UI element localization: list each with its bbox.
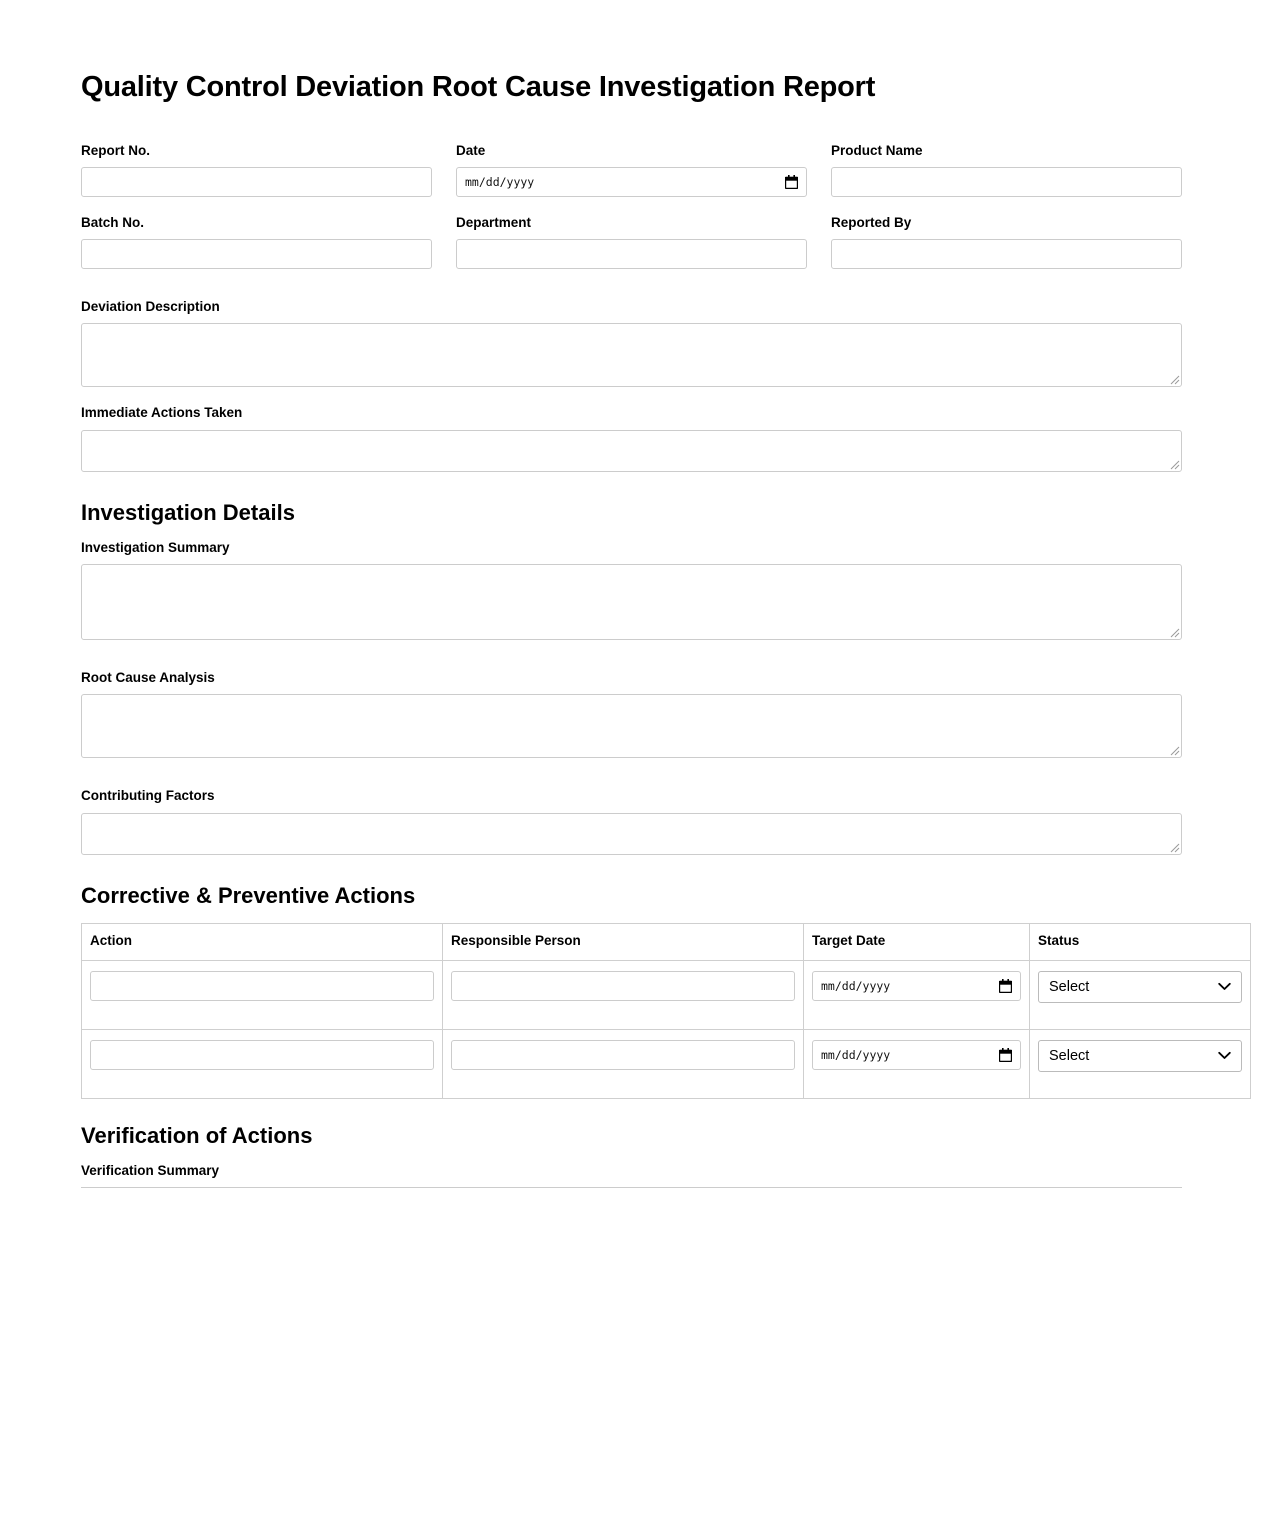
status-select-row-1[interactable]	[1038, 971, 1242, 1003]
column-header-status: Status	[1030, 923, 1251, 960]
date-input[interactable]	[456, 167, 807, 197]
immediate-actions-textarea[interactable]	[81, 430, 1182, 472]
immediate-actions-wrapper	[81, 430, 1182, 472]
date-placeholder-text: mm/dd/yyyy	[821, 1047, 891, 1062]
table-row	[82, 960, 1251, 1029]
action-input-row-1[interactable]	[90, 971, 434, 1001]
cell-responsible-person	[443, 1029, 804, 1098]
deviation-description-wrapper	[81, 323, 1182, 387]
section-title-capa: Corrective & Preventive Actions	[81, 882, 416, 908]
field-group-contributing-factors	[81, 788, 1182, 854]
field-group-reported-by	[831, 215, 1182, 269]
field-group-root-cause-analysis	[81, 670, 1182, 758]
root-cause-analysis-textarea[interactable]	[81, 694, 1182, 758]
label-department: Department	[456, 214, 532, 230]
capa-table-body	[82, 960, 1251, 1098]
cell-target-date	[804, 1029, 1030, 1098]
investigation-section	[81, 500, 1182, 855]
cell-status	[1030, 960, 1251, 1029]
page-title: Quality Control Deviation Root Cause Investigation Report	[81, 71, 876, 103]
product-name-input[interactable]	[831, 167, 1182, 197]
date-placeholder-text: mm/dd/yyyy	[821, 978, 891, 993]
capa-table-head	[82, 923, 1251, 960]
verification-section	[81, 1123, 1182, 1189]
batch-no-input[interactable]	[81, 239, 432, 269]
report-no-input[interactable]	[81, 167, 432, 197]
status-selected-value: Select	[1049, 1047, 1090, 1064]
label-verification-summary: Verification Summary	[81, 1163, 220, 1179]
label-immediate-actions: Immediate Actions Taken	[81, 405, 243, 421]
cell-action	[82, 960, 443, 1029]
field-group-batch-no	[81, 215, 432, 269]
investigation-summary-wrapper	[81, 564, 1182, 640]
cell-target-date	[804, 960, 1030, 1029]
column-header-action: Action	[82, 923, 443, 960]
cell-responsible-person	[443, 960, 804, 1029]
responsible-person-input-row-2[interactable]	[451, 1040, 795, 1070]
table-row	[82, 1029, 1251, 1098]
deviation-description-textarea[interactable]	[81, 323, 1182, 387]
field-group-investigation-summary	[81, 540, 1182, 640]
label-batch-no: Batch No.	[81, 214, 145, 230]
field-group-report-no	[81, 143, 432, 197]
label-investigation-summary: Investigation Summary	[81, 539, 230, 555]
target-date-input-row-2[interactable]	[812, 1040, 1021, 1070]
chevron-down-icon[interactable]	[1218, 1051, 1231, 1060]
column-header-responsible-person: Responsible Person	[443, 923, 804, 960]
spacer	[81, 776, 1182, 788]
calendar-icon[interactable]	[785, 175, 798, 189]
field-group-date	[456, 143, 807, 197]
investigation-summary-textarea[interactable]	[81, 564, 1182, 640]
cell-status	[1030, 1029, 1251, 1098]
department-input[interactable]	[456, 239, 807, 269]
date-placeholder-text: mm/dd/yyyy	[465, 174, 535, 189]
section-title-investigation: Investigation Details	[81, 499, 295, 525]
field-group-immediate-actions	[81, 405, 1182, 471]
label-product-name: Product Name	[831, 142, 923, 158]
cell-action	[82, 1029, 443, 1098]
label-reported-by: Reported By	[831, 214, 912, 230]
chevron-down-icon[interactable]	[1218, 982, 1231, 991]
capa-table	[81, 923, 1251, 1099]
verification-summary-textarea-top-edge[interactable]	[81, 1187, 1182, 1188]
label-contributing-factors: Contributing Factors	[81, 788, 215, 804]
action-input-row-2[interactable]	[90, 1040, 434, 1070]
root-cause-analysis-wrapper	[81, 694, 1182, 758]
reported-by-input[interactable]	[831, 239, 1182, 269]
contributing-factors-wrapper	[81, 813, 1182, 855]
calendar-icon[interactable]	[999, 1048, 1012, 1062]
label-deviation-description: Deviation Description	[81, 299, 220, 315]
column-header-target-date: Target Date	[804, 923, 1030, 960]
capa-section	[81, 883, 1182, 1099]
header-fields-row-1	[81, 143, 1182, 197]
field-group-department	[456, 215, 807, 269]
status-selected-value: Select	[1049, 978, 1090, 995]
section-title-verification: Verification of Actions	[81, 1122, 313, 1148]
spacer	[81, 658, 1182, 670]
spacer	[81, 287, 1182, 299]
header-fields-row-2	[81, 215, 1182, 269]
contributing-factors-textarea[interactable]	[81, 813, 1182, 855]
table-header-row	[82, 923, 1251, 960]
calendar-icon[interactable]	[999, 979, 1012, 993]
label-report-no: Report No.	[81, 142, 150, 158]
label-date: Date	[456, 142, 486, 158]
responsible-person-input-row-1[interactable]	[451, 971, 795, 1001]
label-root-cause-analysis: Root Cause Analysis	[81, 670, 215, 686]
field-group-deviation-description	[81, 299, 1182, 387]
target-date-input-row-1[interactable]	[812, 971, 1021, 1001]
field-group-product-name	[831, 143, 1182, 197]
status-select-row-2[interactable]	[1038, 1040, 1242, 1072]
